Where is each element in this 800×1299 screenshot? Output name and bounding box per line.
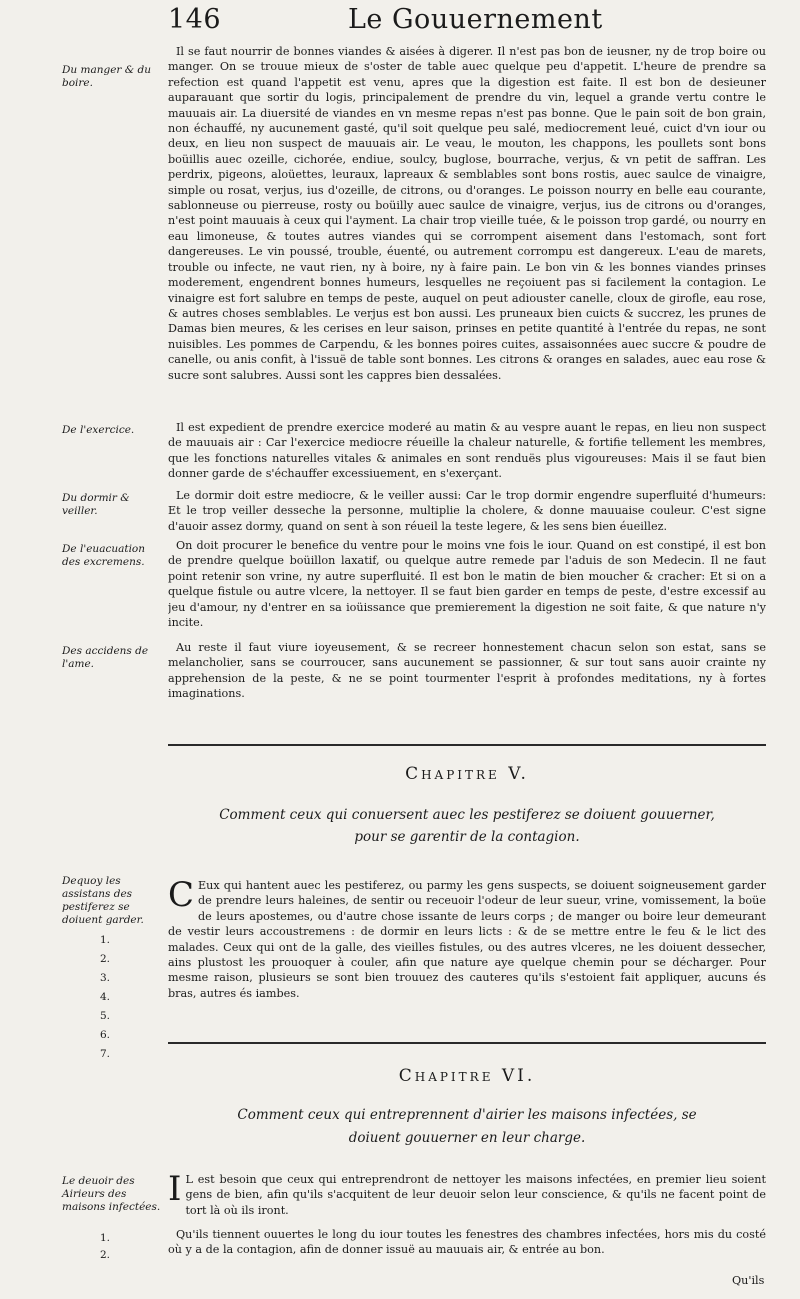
chapter-vi-text-2 (168, 1227, 766, 1261)
margin-note-accidens: Des accidens de l'ame. (62, 645, 149, 670)
chapter-vi-paragraph-2: Qu'ils tiennent ouuertes le long du iour toutes les fenestres des chambres infectées, hors mis du costé où y a de la contagion, afin de donner issuë au mauuais air, & entrée au bon. (168, 1228, 766, 1257)
regime-text (168, 44, 766, 706)
page-number: 146 (168, 4, 222, 35)
chapter-vi-subtitle-1: Comment ceux qui entreprennent d'airier les maisons infectées, se (237, 1107, 697, 1123)
chapter-v-paragraph: Eux qui hantent auec les pestiferez, ou parmy les gens suspects, se doiuent soigneusement garder de prendre leurs haleines, de sentir ou receuoir l'odeur de leur sueur, vrine, vomissement, la boüe de leurs apostemes, ou d'autre chose issante de leurs corps ; de manger ou boire leur demeurant de vestir leurs accoustremens : de dormir en leurs licts : & de se mettre entre le feu & le lict des malades. Ceux qui ont de la galle, des vieilles fistules, ou des autres vlceres, ne les doiuent dessecher, ains plustost les prouoquer à couler, afin que nature aye quelque chemin pour se décharger. Pour mesme raison, plusieurs se sont bien trouuez des cauteres qu'ils s'estoient fait appliquer, aucuns és bras, autres és iambes. (168, 879, 766, 1000)
chapter-v-subtitle-2: pour se garentir de la contagion. (354, 829, 580, 845)
chapter-v-margin-number: 4. (100, 991, 111, 1003)
paragraph-manger: Il se faut nourrir de bonnes viandes & aisées à digerer. Il n'est pas bon de ieusner, ny de trop boire ou manger. On se trouue mieux de s'oster de table auec quelque peu d'appetit. L'heure de prendre sa refection est quand l'appetit est venu, apres que la digestion est faite. Il est bon de desieuner auparauant que sortir du logis, principalement de prendre du vin, lequel a grande vertu contre le mauuais air. La diuersité de viandes en vn mesme repas n'est pas bonne. Que le pain soit de bon grain, non échauffé, ny aucunement gasté, qu'il soit quelque peu salé, mediocrement leué, cuict d'vn iour ou deux, en lieu non suspect de mauuais air. Le veau, le mouton, les chappons, les poullets sont bons boüillis auec ozeille, cichorée, endiue, soulcy, buglose, bourrache, verjus, & vn petit de saffran. Les perdrix, pigeons, aloüettes, leuraux, lapreaux & semblables sont bons rostis, auec saulce de vinaigre, simple ou rosat, verjus, ius d'ozeille, de citrons, ou d'oranges. Le poisson nourry en belle eau courante, sablonneuse ou pierreuse, rosty ou boüilly auec saulce de vinaigre, verjus, ius de citrons ou d'oranges, n'est point mauuais à ceux qui l'ayment. La chair trop vieille tuée, & le poisson trop gardé, ou nourry en eau limoneuse, & toutes autres viandes qui se corrompent aisement dans l'estomach, sont fort dangereuses. Le vin poussé, trouble, éuenté, ou autrement corrompu est dangereux. L'eau de marets, trouble ou infecte, ne vaut rien, ny à boire, ny à faire pain. Le bon vin & les bonnes viandes prinses moderement, engendrent bonnes humeurs, lesquelles ne reçoiuent pas si facilement la contagion. Le vinaigre est fort salubre en temps de peste, auquel on peut adiouster canelle, cloux de girofle, eau rose, & autres choses semblables. Le verjus est bon aussi. Les pruneaux bien cuicts & succrez, les prunes de Damas bien meures, & les cerises en leur saison, prinses en petite quantité à l'entrée du repas, ne sont nuisibles. Les pommes de Carpendu, & les bonnes poires cuites, assaisonnées auec succre & poudre de canelle, ou anis confit, à l'issuë de table sont bonnes. Les citrons & oranges en salades, auec eau rose & sucre sont salubres. Aussi sont les cappres bien dessalées. (168, 45, 766, 382)
chapter-v-margin-number: 1. (100, 934, 111, 946)
chapter-v-text (168, 878, 766, 1018)
running-title: Le Gouuernement (348, 4, 603, 35)
chapter-v-margin-number: 5. (100, 1010, 111, 1022)
chapter-vi-subtitle-2: doiuent gouuerner en leur charge. (348, 1130, 586, 1146)
chapter-vi-margin-note: Le deuoir des Airieurs des maisons infectées. (62, 1175, 161, 1213)
chapter-v-subtitle-1: Comment ceux qui conuersent auec les pestiferez se doiuent gouuerner, (219, 807, 715, 823)
chapter-vi-dropcap: I (168, 1172, 182, 1209)
chapter-v-dropcap: C (168, 878, 195, 915)
chapter-vi-margin-number: 2. (100, 1249, 111, 1261)
paragraph-exercice: Il est expedient de prendre exercice moderé au matin & au vespre auant le repas, en lieu non suspect de mauuais air : Car l'exercice mediocre réueille la chaleur naturelle, & fortifie tellement les membres, que les fonctions naturelles vitales & animales en sont renduës plus vigoureuses: Mais il se faut bien donner garde de s'échauffer excessiuement, en s'exerçant. (168, 421, 766, 481)
chapter-v-margin-number: 6. (100, 1029, 111, 1041)
chapter-v-title: Chapitre V. (405, 764, 529, 784)
paragraph-euacuation: On doit procurer le benefice du ventre pour le moins vne fois le iour. Quand on est constipé, il est bon de prendre quelque boüillon laxatif, ou quelque autre remede par l'aduis de son Medecin. Il ne faut point retenir son vrine, ny autre superfluité. Il est bon le matin de bien moucher & cracher: Et si on a quelque fistule ou autre vlcere, la nettoyer. Il se faut bien garder en temps de peste, d'estre excessif au jeu d'amour, ny d'entrer en sa ioüissance que premierement la digestion ne soit faite, & que nature n'y incite. (168, 539, 766, 630)
chapter-v-margin-number: 3. (100, 972, 111, 984)
catchword: Qu'ils (732, 1274, 765, 1287)
chapter-v-margin-number: 7. (100, 1048, 111, 1060)
chapter-vi-title: Chapitre VI. (398, 1066, 536, 1086)
chapter-rule (168, 1042, 766, 1044)
margin-note-exercice: De l'exercice. (62, 424, 135, 436)
margin-note-euacuation: De l'euacuation des excremens. (62, 543, 146, 568)
paragraph-accidens: Au reste il faut viure ioyeusement, & se recreer honnestement chacun selon son estat, sans se melancholier, sans se courroucer, sans aucunement se passionner, & sur tout sans auoir crainte ny apprehension de la peste, & ne se point tourmenter l'esprit à profondes meditations, ny à fortes imaginations. (168, 641, 766, 701)
chapter-v-margin-number: 2. (100, 953, 111, 965)
margin-note-manger: Du manger & du boire. (62, 64, 151, 89)
chapter-vi-margin-number: 1. (100, 1232, 111, 1244)
chapter-vi-paragraph-1: L est besoin que ceux qui entreprendront de nettoyer les maisons infectées, en premier lieu soient gens de bien, afin qu'ils s'acquitent de leur deuoir selon leur conscience, & qu'ils ne facent point de tort là où ils iront. (185, 1173, 766, 1217)
section-rule (168, 744, 766, 746)
paragraph-dormir: Le dormir doit estre mediocre, & le veiller aussi: Car le trop dormir engendre superfluité d'humeurs: Et le trop veiller desseche la personne, multiplie la cholere, & donne mauuaise couleur. C'est signe d'auoir assez dormy, quand on sent à son réueil la teste legere, & les sens bien éueillez. (168, 489, 766, 533)
chapter-v-margin-note: Dequoy les assistans des pestiferez se doiuent garder. (62, 875, 144, 926)
margin-note-dormir: Du dormir & veiller. (62, 492, 130, 517)
chapter-vi-text (168, 1172, 766, 1222)
